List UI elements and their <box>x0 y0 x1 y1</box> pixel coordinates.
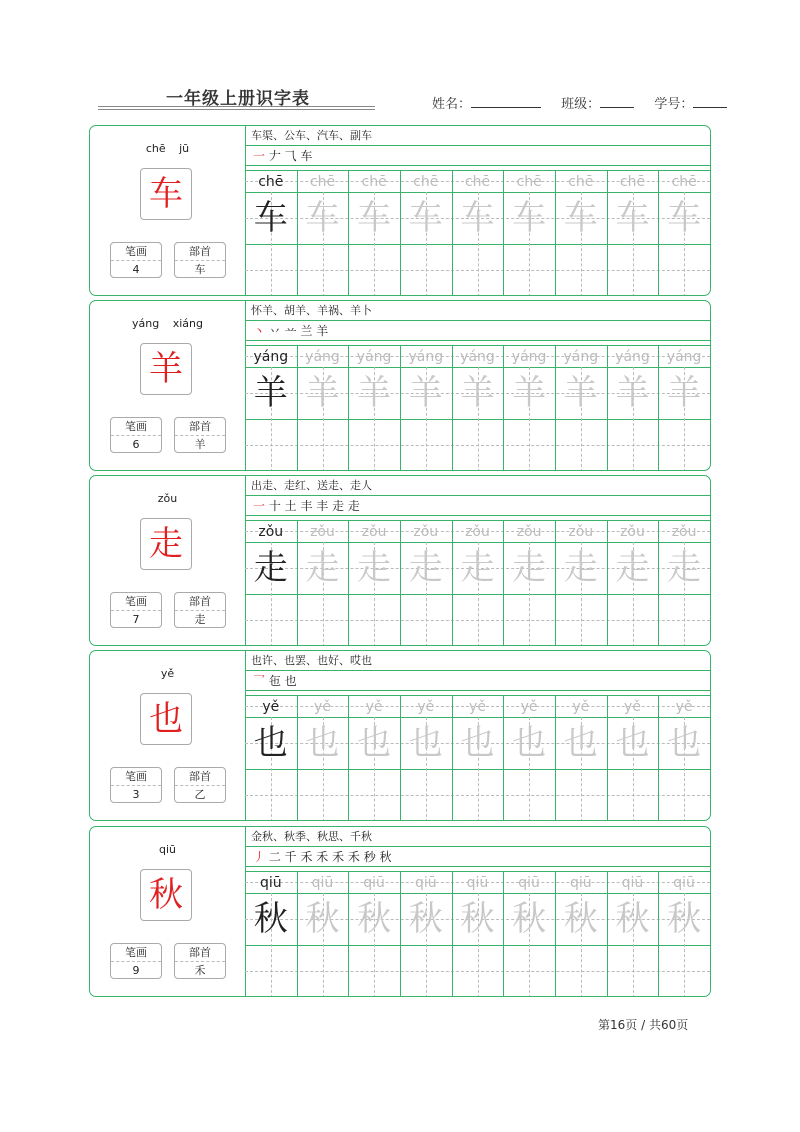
stroke-count-label: 笔画 <box>111 768 161 786</box>
trace-character: 也 <box>667 723 702 763</box>
practice-character: 走 <box>253 548 288 588</box>
practice-character: 也 <box>253 723 288 763</box>
trace-pinyin: yáng <box>305 349 340 365</box>
practice-character: 羊 <box>253 373 288 413</box>
trace-character: 羊 <box>667 373 702 413</box>
trace-character: 秋 <box>357 899 392 939</box>
stroke-count-value: 3 <box>132 788 140 801</box>
stroke-count-label: 笔画 <box>111 418 161 436</box>
stroke-count-box <box>110 943 162 979</box>
stroke-count-value: 4 <box>132 263 140 276</box>
pinyin-label: qiū <box>158 843 176 856</box>
page-number: 第16页 / 共60页 <box>598 1018 689 1032</box>
practice-panel <box>245 651 710 820</box>
trace-character: 走 <box>563 548 598 588</box>
practice-panel <box>245 827 710 996</box>
main-character: 也 <box>140 693 192 745</box>
radical-box <box>174 592 226 628</box>
trace-pinyin: zǒu <box>310 524 335 540</box>
trace-character: 秋 <box>460 899 495 939</box>
trace-pinyin: chē <box>671 174 697 190</box>
radical-value: 乙 <box>194 788 206 801</box>
stroke-count-label: 笔画 <box>111 593 161 611</box>
trace-pinyin: qiū <box>363 875 385 891</box>
trace-character: 车 <box>408 198 443 238</box>
example-words: 出走、走红、送走、走人 <box>245 476 710 496</box>
trace-pinyin: chē <box>568 174 594 190</box>
trace-character: 也 <box>408 723 443 763</box>
trace-character: 羊 <box>460 373 495 413</box>
stroke-order <box>245 671 710 691</box>
practice-panel <box>245 301 710 470</box>
stroke-order <box>245 496 710 516</box>
practice-pinyin: qiū <box>259 875 282 891</box>
stroke-count-value: 6 <box>132 438 140 451</box>
trace-pinyin: yě <box>417 699 435 715</box>
trace-character: 走 <box>512 548 547 588</box>
class-label: 班级： <box>561 97 601 112</box>
trace-character: 羊 <box>512 373 547 413</box>
trace-pinyin: qiū <box>466 875 489 891</box>
first-stroke: 一 <box>253 149 266 163</box>
stroke-count-value: 9 <box>132 964 140 977</box>
radical-value: 走 <box>194 613 206 626</box>
trace-pinyin: qiū <box>569 875 592 891</box>
id-label: 学号： <box>654 97 694 112</box>
stroke-sequence: 丷 䒑 兰 羊 <box>265 324 329 338</box>
trace-pinyin: zǒu <box>516 524 542 540</box>
radical-value: 羊 <box>194 438 206 451</box>
card-info-panel <box>90 651 246 820</box>
trace-pinyin: qiū <box>673 875 695 891</box>
trace-character: 走 <box>460 548 495 588</box>
trace-pinyin: yě <box>314 699 331 715</box>
name-label: 姓名： <box>432 97 472 112</box>
example-words: 怀羊、胡羊、羊祸、羊卜 <box>245 301 710 321</box>
trace-character: 走 <box>667 548 702 588</box>
radical-box <box>174 767 226 803</box>
practice-grid[interactable] <box>245 345 710 471</box>
trace-character: 走 <box>305 548 340 588</box>
trace-character: 也 <box>512 723 547 763</box>
practice-pinyin: yáng <box>253 349 289 365</box>
card-info-panel <box>90 476 246 645</box>
trace-pinyin: yáng <box>511 349 547 365</box>
radical-label: 部首 <box>175 243 225 261</box>
trace-pinyin: yáng <box>408 349 444 365</box>
radical-label: 部首 <box>175 768 225 786</box>
trace-pinyin: yě <box>675 699 693 715</box>
character-card <box>89 826 711 997</box>
practice-pinyin: yě <box>262 699 280 715</box>
main-character: 车 <box>140 168 192 220</box>
trace-character: 走 <box>357 548 392 588</box>
page-title: 一年级上册识字表 <box>166 89 310 109</box>
practice-grid[interactable] <box>245 170 710 296</box>
practice-grid[interactable] <box>245 520 710 646</box>
class-field[interactable] <box>600 95 634 108</box>
card-info-panel <box>90 301 246 470</box>
trace-character: 羊 <box>408 373 443 413</box>
main-character: 秋 <box>140 869 192 921</box>
trace-pinyin: qiū <box>621 875 644 891</box>
stroke-count-box <box>110 592 162 628</box>
trace-pinyin: yě <box>624 699 641 715</box>
trace-character: 秋 <box>512 899 547 939</box>
stroke-count-label: 笔画 <box>111 243 161 261</box>
example-words: 也许、也罢、也好、哎也 <box>245 651 710 671</box>
name-field[interactable] <box>471 95 541 108</box>
example-words: 金秋、秋季、秋思、千秋 <box>245 827 710 847</box>
character-card <box>89 300 711 471</box>
radical-value: 车 <box>194 263 206 276</box>
trace-pinyin: chē <box>619 174 646 190</box>
character-card <box>89 475 711 646</box>
trace-pinyin: yě <box>469 699 486 715</box>
stroke-order <box>245 321 710 341</box>
trace-character: 走 <box>615 548 650 588</box>
first-stroke: 丿 <box>253 850 266 864</box>
trace-character: 也 <box>305 723 340 763</box>
student-info-form <box>432 93 727 112</box>
stroke-sequence: 㐌 也 <box>265 674 297 688</box>
trace-pinyin: zǒu <box>568 524 594 540</box>
practice-panel <box>245 126 710 295</box>
first-stroke: 丶 <box>253 324 266 338</box>
radical-box <box>174 242 226 278</box>
stroke-count-box <box>110 242 162 278</box>
stroke-sequence: 𠂇 ⺄ 车 <box>265 149 313 163</box>
trace-pinyin: qiū <box>414 875 437 891</box>
trace-pinyin: zǒu <box>465 524 490 540</box>
character-card <box>89 650 711 821</box>
stroke-count-value: 7 <box>132 613 140 626</box>
trace-character: 车 <box>563 198 598 238</box>
trace-character: 秋 <box>667 899 702 939</box>
trace-pinyin: qiū <box>311 875 334 891</box>
trace-pinyin: yáng <box>666 349 702 365</box>
radical-box <box>174 417 226 453</box>
radical-box <box>174 943 226 979</box>
stroke-sequence: 二 千 禾 禾 禾 禾 秒 秋 <box>265 850 392 864</box>
example-words: 车渠、公车、汽车、副车 <box>245 126 710 146</box>
stroke-count-label: 笔画 <box>111 944 161 962</box>
practice-panel <box>245 476 710 645</box>
main-character: 走 <box>140 518 192 570</box>
first-stroke: 乛 <box>253 674 266 688</box>
trace-pinyin: yě <box>520 699 538 715</box>
trace-character: 车 <box>305 198 340 238</box>
character-card <box>89 125 711 296</box>
pinyin-label: yáng xiáng <box>132 317 203 330</box>
title-underline <box>98 106 375 107</box>
card-info-panel <box>90 126 246 295</box>
first-stroke: 一 <box>253 499 266 513</box>
trace-pinyin: zǒu <box>361 524 387 540</box>
practice-character: 车 <box>253 198 288 238</box>
radical-label: 部首 <box>175 418 225 436</box>
radical-value: 禾 <box>194 964 206 977</box>
trace-pinyin: qiū <box>518 875 540 891</box>
trace-character: 车 <box>615 198 650 238</box>
trace-pinyin: chē <box>413 174 439 190</box>
trace-character: 也 <box>460 723 495 763</box>
trace-pinyin: yáng <box>563 349 599 365</box>
stroke-sequence: 十 土 丰 丰 走 走 <box>265 499 360 513</box>
trace-character: 车 <box>667 198 702 238</box>
practice-grid[interactable] <box>245 871 710 997</box>
trace-character: 秋 <box>615 899 650 939</box>
stroke-count-box <box>110 417 162 453</box>
pinyin-label: chē jū <box>145 142 190 155</box>
trace-pinyin: chē <box>361 174 387 190</box>
practice-character: 秋 <box>253 899 288 939</box>
trace-pinyin: yáng <box>356 349 392 365</box>
trace-character: 羊 <box>357 373 392 413</box>
id-field[interactable] <box>693 95 727 108</box>
trace-pinyin: yáng <box>615 349 650 365</box>
trace-character: 秋 <box>305 899 340 939</box>
trace-character: 羊 <box>615 373 650 413</box>
trace-character: 秋 <box>408 899 443 939</box>
pinyin-label: yě <box>160 667 175 680</box>
stroke-order <box>245 146 710 166</box>
trace-character: 秋 <box>563 899 598 939</box>
trace-pinyin: zǒu <box>620 524 645 540</box>
practice-grid[interactable] <box>245 695 710 821</box>
trace-pinyin: yě <box>572 699 590 715</box>
trace-pinyin: chē <box>516 174 542 190</box>
trace-character: 羊 <box>563 373 598 413</box>
trace-character: 车 <box>460 198 495 238</box>
trace-pinyin: yě <box>365 699 383 715</box>
trace-pinyin: zǒu <box>413 524 439 540</box>
trace-character: 也 <box>615 723 650 763</box>
practice-pinyin: chē <box>258 174 284 190</box>
trace-character: 羊 <box>305 373 340 413</box>
pinyin-label: zǒu <box>157 492 178 505</box>
trace-character: 车 <box>512 198 547 238</box>
title-underline-2 <box>98 109 375 110</box>
trace-character: 也 <box>563 723 598 763</box>
trace-character: 也 <box>357 723 392 763</box>
main-character: 羊 <box>140 343 192 395</box>
trace-pinyin: yáng <box>460 349 495 365</box>
stroke-count-box <box>110 767 162 803</box>
card-info-panel <box>90 827 246 996</box>
trace-pinyin: chē <box>309 174 336 190</box>
practice-pinyin: zǒu <box>258 524 284 540</box>
trace-pinyin: zǒu <box>671 524 697 540</box>
trace-character: 车 <box>357 198 392 238</box>
stroke-order <box>245 847 710 867</box>
trace-character: 走 <box>408 548 443 588</box>
trace-pinyin: chē <box>464 174 491 190</box>
radical-label: 部首 <box>175 593 225 611</box>
radical-label: 部首 <box>175 944 225 962</box>
